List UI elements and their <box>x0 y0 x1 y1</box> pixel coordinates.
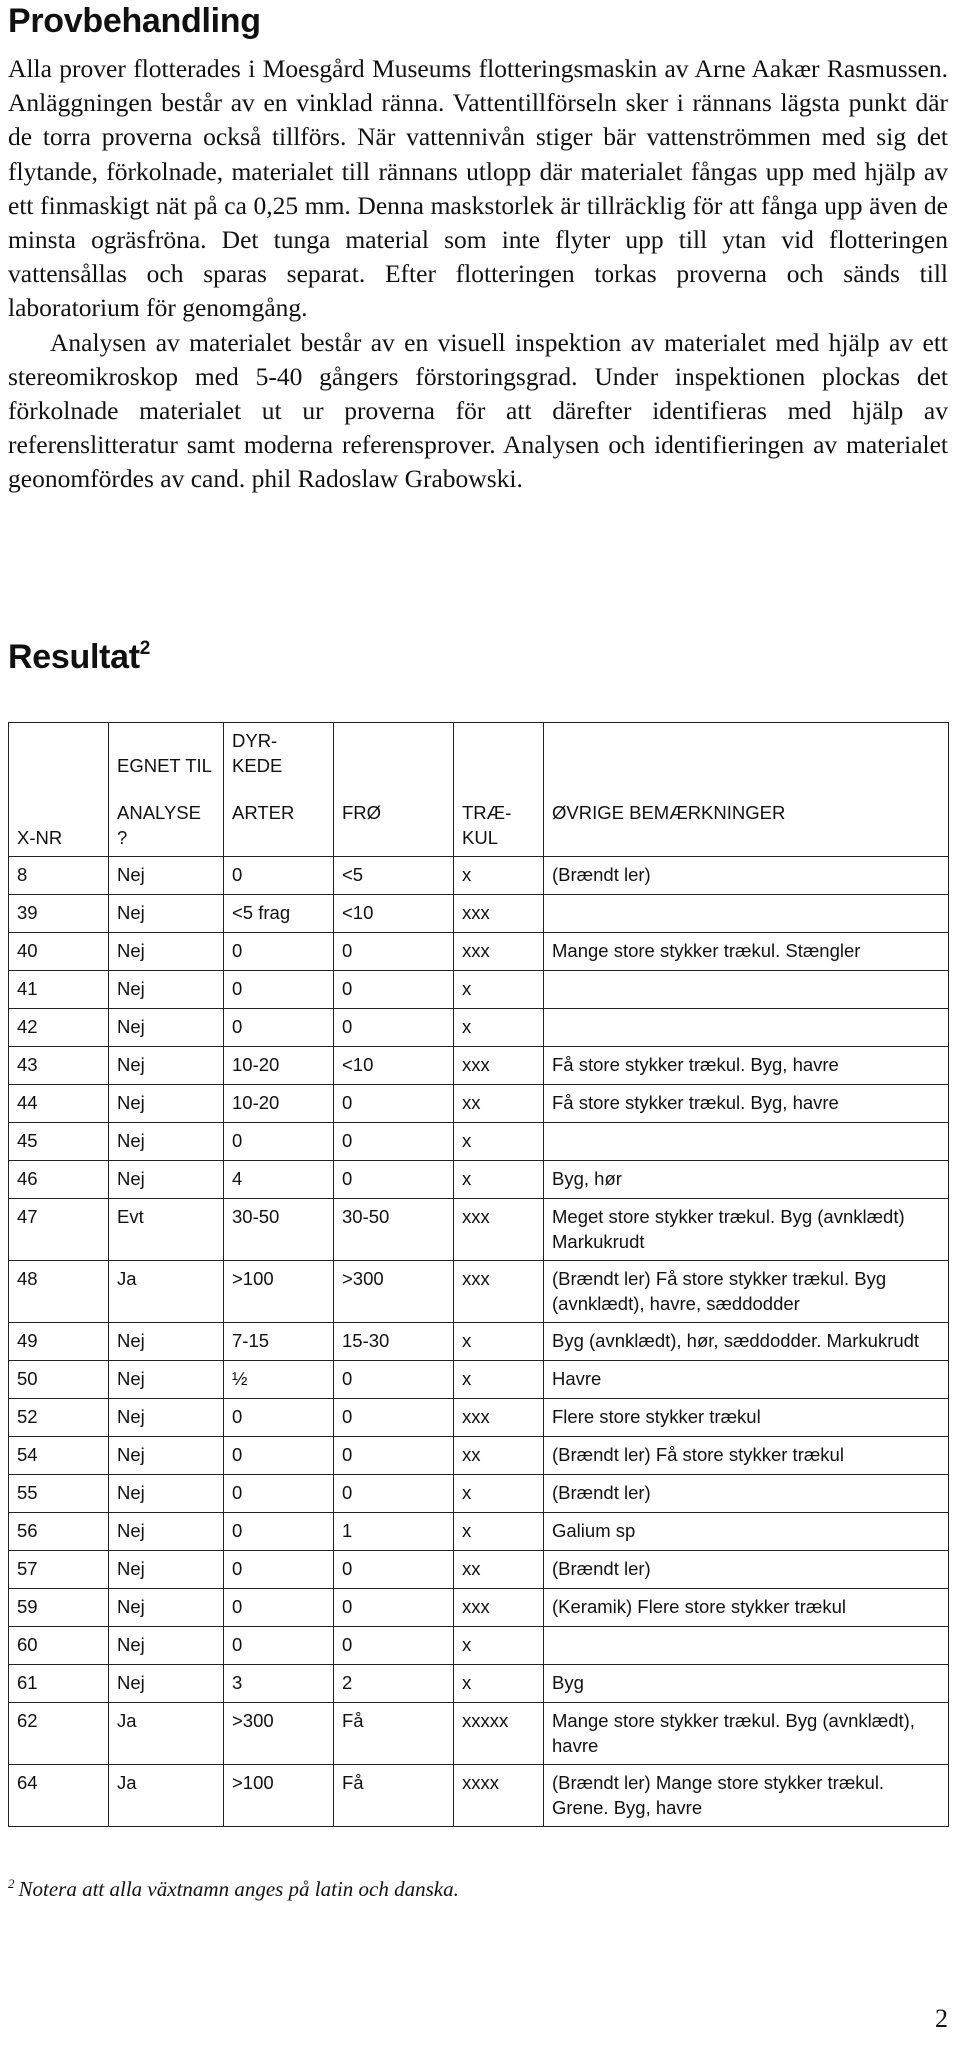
table-row <box>9 1551 949 1589</box>
table-cell-fro: 0 <box>334 1161 454 1199</box>
table-cell-bemaerkninger: Havre <box>544 1361 949 1399</box>
table-cell-xnr: 54 <box>9 1437 109 1475</box>
table-cell-fro: <10 <box>334 1047 454 1085</box>
table-cell-traekul: x <box>454 1323 544 1361</box>
table-cell-xnr: 45 <box>9 1123 109 1161</box>
table-cell-fro: 0 <box>334 1551 454 1589</box>
table-cell-traekul: x <box>454 1009 544 1047</box>
table-cell-fro: 0 <box>334 1437 454 1475</box>
table-cell-xnr: 64 <box>9 1765 109 1827</box>
header-cell-traekul: TRÆ-KUL <box>454 723 544 857</box>
table-cell-dyrkede: 3 <box>224 1665 334 1703</box>
table-cell-xnr: 8 <box>9 857 109 895</box>
table-cell-fro: 0 <box>334 1399 454 1437</box>
table-cell-traekul: xxx <box>454 895 544 933</box>
table-cell-traekul: x <box>454 1161 544 1199</box>
table-cell-xnr: 56 <box>9 1513 109 1551</box>
table-cell-bemaerkninger <box>544 895 949 933</box>
table-header <box>9 723 949 857</box>
table-cell-egnet: Nej <box>109 1323 224 1361</box>
table-cell-fro: 0 <box>334 1627 454 1665</box>
table-row <box>9 857 949 895</box>
header-dyrkede-bottom: ARTER <box>232 802 295 823</box>
table-cell-bemaerkninger: (Brændt ler) Få store stykker trækul. Byg (avnklædt), havre, sæddodder <box>544 1261 949 1323</box>
table-cell-dyrkede: 0 <box>224 1627 334 1665</box>
table-cell-fro: Få <box>334 1765 454 1827</box>
table-cell-traekul: xxx <box>454 1047 544 1085</box>
table-row <box>9 1199 949 1261</box>
table-cell-fro: 0 <box>334 1009 454 1047</box>
table-row <box>9 1437 949 1475</box>
table-cell-fro: 15-30 <box>334 1323 454 1361</box>
table-cell-traekul: x <box>454 857 544 895</box>
footnote-text: Notera att alla växtnamn anges på latin och danska. <box>18 1877 459 1901</box>
table-cell-bemaerkninger <box>544 971 949 1009</box>
table-cell-xnr: 41 <box>9 971 109 1009</box>
table-cell-egnet: Nej <box>109 1627 224 1665</box>
header-cell-fro: FRØ <box>334 723 454 857</box>
table-cell-dyrkede: 0 <box>224 933 334 971</box>
table-cell-bemaerkninger: (Brændt ler) Få store stykker trækul <box>544 1437 949 1475</box>
table-cell-dyrkede: 4 <box>224 1161 334 1199</box>
table-cell-fro: 0 <box>334 971 454 1009</box>
table-cell-dyrkede: 7-15 <box>224 1323 334 1361</box>
table-cell-xnr: 39 <box>9 895 109 933</box>
table-cell-xnr: 55 <box>9 1475 109 1513</box>
table-cell-traekul: x <box>454 1513 544 1551</box>
table-cell-egnet: Nej <box>109 1009 224 1047</box>
table-cell-egnet: Nej <box>109 857 224 895</box>
table-row <box>9 1475 949 1513</box>
table-row <box>9 1085 949 1123</box>
table-cell-xnr: 42 <box>9 1009 109 1047</box>
table-cell-traekul: x <box>454 1665 544 1703</box>
table-cell-traekul: xxx <box>454 1199 544 1261</box>
table-cell-bemaerkninger: (Brændt ler) <box>544 1475 949 1513</box>
table-cell-xnr: 47 <box>9 1199 109 1261</box>
table-cell-dyrkede: 0 <box>224 857 334 895</box>
table-cell-fro: 0 <box>334 1123 454 1161</box>
table-cell-egnet: Nej <box>109 1161 224 1199</box>
table-row <box>9 1009 949 1047</box>
table-cell-traekul: xxxxx <box>454 1703 544 1765</box>
table-cell-egnet: Nej <box>109 1475 224 1513</box>
table-cell-fro: >300 <box>334 1261 454 1323</box>
table-row <box>9 1627 949 1665</box>
table-cell-fro: 0 <box>334 1361 454 1399</box>
table-cell-dyrkede: 0 <box>224 1009 334 1047</box>
table-cell-bemaerkninger: Mange store stykker trækul. Byg (avnklædt), havre <box>544 1703 949 1765</box>
table-cell-xnr: 62 <box>9 1703 109 1765</box>
table-cell-dyrkede: 10-20 <box>224 1047 334 1085</box>
table-row <box>9 1765 949 1827</box>
table-cell-dyrkede: 0 <box>224 1437 334 1475</box>
table-cell-xnr: 40 <box>9 933 109 971</box>
header-cell-egnet <box>109 723 224 857</box>
table-cell-bemaerkninger <box>544 1123 949 1161</box>
table-cell-traekul: xx <box>454 1551 544 1589</box>
table-row <box>9 895 949 933</box>
table-row <box>9 933 949 971</box>
table-cell-fro: 0 <box>334 1475 454 1513</box>
table-cell-traekul: x <box>454 1361 544 1399</box>
table-cell-egnet: Ja <box>109 1261 224 1323</box>
table-cell-dyrkede: ½ <box>224 1361 334 1399</box>
table-cell-xnr: 50 <box>9 1361 109 1399</box>
table-cell-egnet: Ja <box>109 1703 224 1765</box>
table-cell-egnet: Ja <box>109 1765 224 1827</box>
table-cell-fro: 2 <box>334 1665 454 1703</box>
table-cell-fro: 30-50 <box>334 1199 454 1261</box>
table-cell-egnet: Nej <box>109 1513 224 1551</box>
table-cell-traekul: xxxx <box>454 1765 544 1827</box>
table-cell-traekul: xxx <box>454 933 544 971</box>
table-cell-xnr: 61 <box>9 1665 109 1703</box>
table-cell-bemaerkninger <box>544 1627 949 1665</box>
table-cell-bemaerkninger: Galium sp <box>544 1513 949 1551</box>
table-cell-fro: 1 <box>334 1513 454 1551</box>
section-title: Resultat <box>8 638 140 676</box>
table-cell-traekul: x <box>454 971 544 1009</box>
table-cell-xnr: 59 <box>9 1589 109 1627</box>
header-dyrkede-top: DYR-KEDE <box>232 730 283 776</box>
table-cell-traekul: xxx <box>454 1589 544 1627</box>
table-row <box>9 1399 949 1437</box>
table-cell-dyrkede: 0 <box>224 1123 334 1161</box>
table-cell-xnr: 48 <box>9 1261 109 1323</box>
table-row <box>9 1161 949 1199</box>
table-cell-fro: 0 <box>334 1085 454 1123</box>
table-cell-fro: <5 <box>334 857 454 895</box>
table-cell-dyrkede: >100 <box>224 1261 334 1323</box>
table-cell-egnet: Nej <box>109 1085 224 1123</box>
table-row <box>9 1513 949 1551</box>
paragraph-1: Alla prover flotterades i Moesgård Museums flotteringsmaskin av Arne Aakær Rasmussen. Anläggningen består av en vinklad ränna. Vattentillförseln sker i rännans lägsta punkt där de torra proverna också tillförs. När vattennivån stiger bär vattenströmmen med sig det flytande, förkolnade, materialet till rännans utlopp där materialet fångas upp med hjälp av ett finmaskigt nät på ca 0,25 mm. Denna maskstorlek är tillräcklig för att fånga upp även de minsta ogräsfröna. Det tunga material som inte flyter upp till ytan vid flotteringen vattensållas och sparas separat. Efter flotteringen torkas proverna och sänds till laboratorium för genomgång. <box>8 54 948 323</box>
results-table <box>8 722 949 1827</box>
table-cell-dyrkede: 0 <box>224 1589 334 1627</box>
footnote-reference: 2 <box>139 638 151 659</box>
table-cell-egnet: Nej <box>109 1551 224 1589</box>
table-row <box>9 1703 949 1765</box>
table-cell-dyrkede: 0 <box>224 971 334 1009</box>
header-egnet-bottom: ANALYSE ? <box>117 802 201 848</box>
header-cell-bemaerkninger: ØVRIGE BEMÆRKNINGER <box>544 723 949 857</box>
table-cell-dyrkede: >100 <box>224 1765 334 1827</box>
table-cell-traekul: x <box>454 1475 544 1513</box>
table-cell-bemaerkninger: Få store stykker trækul. Byg, havre <box>544 1085 949 1123</box>
table-cell-bemaerkninger: (Brændt ler) Mange store stykker trækul. Grene. Byg, havre <box>544 1765 949 1827</box>
body-text <box>8 52 948 497</box>
header-egnet-top: EGNET TIL <box>117 755 212 776</box>
table-cell-fro: 0 <box>334 1589 454 1627</box>
table-cell-bemaerkninger: (Keramik) Flere store stykker trækul <box>544 1589 949 1627</box>
table-cell-egnet: Nej <box>109 971 224 1009</box>
table-cell-bemaerkninger: Få store stykker trækul. Byg, havre <box>544 1047 949 1085</box>
table-cell-egnet: Nej <box>109 1399 224 1437</box>
footnote-marker: 2 <box>8 1876 15 1891</box>
table-cell-traekul: xx <box>454 1085 544 1123</box>
heading-resultat <box>8 638 150 677</box>
table-cell-bemaerkninger: Byg, hør <box>544 1161 949 1199</box>
table-cell-egnet: Nej <box>109 1123 224 1161</box>
table-cell-egnet: Nej <box>109 1047 224 1085</box>
table-row <box>9 1323 949 1361</box>
table-row <box>9 1047 949 1085</box>
table-cell-egnet: Nej <box>109 1665 224 1703</box>
table-cell-bemaerkninger: Mange store stykker trækul. Stængler <box>544 933 949 971</box>
table-cell-bemaerkninger <box>544 1009 949 1047</box>
table-cell-dyrkede: 10-20 <box>224 1085 334 1123</box>
table-cell-bemaerkninger: Byg <box>544 1665 949 1703</box>
table-cell-fro: 0 <box>334 933 454 971</box>
header-cell-dyrkede <box>224 723 334 857</box>
table-cell-xnr: 57 <box>9 1551 109 1589</box>
table-cell-xnr: 44 <box>9 1085 109 1123</box>
table-cell-dyrkede: 0 <box>224 1513 334 1551</box>
table-row <box>9 1123 949 1161</box>
table-cell-egnet: Nej <box>109 1589 224 1627</box>
table-cell-dyrkede: 0 <box>224 1475 334 1513</box>
table-cell-xnr: 52 <box>9 1399 109 1437</box>
header-cell-xnr: X-NR <box>9 723 109 857</box>
table-cell-egnet: Nej <box>109 933 224 971</box>
paragraph-2: Analysen av materialet består av en visuell inspektion av materialet med hjälp av ett stereomikroskop med 5-40 gångers förstoringsgrad. Under inspektionen plockas det förkolnade materialet ut ur proverna för att därefter identifieras med hjälp av referenslitteratur samt moderna referensprover. Analysen och identifieringen av materialet geonomfördes av cand. phil Radoslaw Grabowski. <box>8 327 948 494</box>
table-cell-xnr: 49 <box>9 1323 109 1361</box>
table-row <box>9 1261 949 1323</box>
table-cell-bemaerkninger: (Brændt ler) <box>544 1551 949 1589</box>
table-cell-egnet: Nej <box>109 1361 224 1399</box>
table-cell-egnet: Nej <box>109 1437 224 1475</box>
table-cell-egnet: Evt <box>109 1199 224 1261</box>
table-row <box>9 971 949 1009</box>
table-row <box>9 1665 949 1703</box>
page-number: 2 <box>935 2004 948 2033</box>
table-cell-traekul: xxx <box>454 1399 544 1437</box>
table-cell-fro: Få <box>334 1703 454 1765</box>
table-cell-fro: <10 <box>334 895 454 933</box>
table-cell-xnr: 46 <box>9 1161 109 1199</box>
table-cell-bemaerkninger: (Brændt ler) <box>544 857 949 895</box>
table-cell-dyrkede: <5 frag <box>224 895 334 933</box>
table-cell-dyrkede: 0 <box>224 1399 334 1437</box>
table-cell-bemaerkninger: Flere store stykker trækul <box>544 1399 949 1437</box>
footnote <box>8 1876 459 1902</box>
table-cell-dyrkede: 0 <box>224 1551 334 1589</box>
table-cell-bemaerkninger: Meget store stykker trækul. Byg (avnklædt) Markukrudt <box>544 1199 949 1261</box>
table-body <box>9 857 949 1827</box>
table-cell-xnr: 60 <box>9 1627 109 1665</box>
table-cell-traekul: xxx <box>454 1261 544 1323</box>
table-row <box>9 1361 949 1399</box>
table-cell-bemaerkninger: Byg (avnklædt), hør, sæddodder. Markukrudt <box>544 1323 949 1361</box>
table-cell-traekul: xx <box>454 1437 544 1475</box>
table-cell-xnr: 43 <box>9 1047 109 1085</box>
header-row <box>9 723 949 857</box>
table-row <box>9 1589 949 1627</box>
table-cell-dyrkede: >300 <box>224 1703 334 1765</box>
table-cell-traekul: x <box>454 1627 544 1665</box>
table-cell-egnet: Nej <box>109 895 224 933</box>
heading-provbehandling: Provbehandling <box>8 2 261 40</box>
table-cell-traekul: x <box>454 1123 544 1161</box>
table-cell-dyrkede: 30-50 <box>224 1199 334 1261</box>
